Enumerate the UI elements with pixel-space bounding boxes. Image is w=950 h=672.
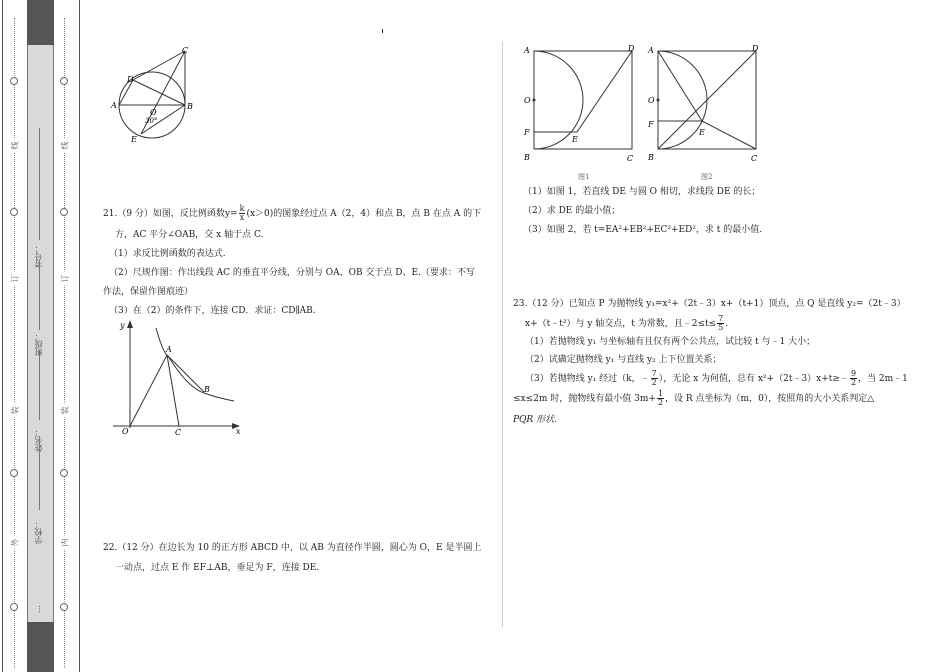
svg-text:A: A <box>111 101 117 110</box>
q23-sub3: （3）若抛物线 y₁ 经过（k，﹣ $\frac{7}{2}$ ），无论 x 为何值，总有 x²+（2t﹣3）x+t≥﹣ $\frac{9}{2}$ ，当 2m﹣1 <box>525 369 908 387</box>
q23-sub1: （1）若抛物线 y₁ 与坐标轴有且仅有两个公共点，试比较 t 与﹣1 大小； <box>525 337 816 347</box>
svg-text:B: B <box>187 102 193 111</box>
svg-text:B: B <box>524 153 530 162</box>
figure-q22-fig2 <box>644 43 769 183</box>
q21-stem: 21.（9 分）如图，反比例函数y= $\frac{k}{x}$ (x＞0)的图象经过点 A（2，4）和点 B，点 B 在点 A 的下 <box>103 204 482 222</box>
svg-text:O: O <box>648 96 655 105</box>
q22-stem: 22.（12 分）在边长为 10 的正方形 ABCD 中，以 AB 为直径作半圆，圆心为 O，E 是半圆上 <box>103 543 482 553</box>
binding-margin <box>0 0 80 672</box>
name-underline <box>39 440 40 510</box>
name-label: 姓名： <box>34 428 43 452</box>
fraction-9-2: $\frac{9}{2}$ <box>850 369 857 387</box>
school-label: 学校： <box>34 520 43 544</box>
class-label: 班级： <box>34 332 43 356</box>
dark-block-top <box>27 0 54 45</box>
svg-text:A: A <box>166 345 172 354</box>
svg-text:A: A <box>648 46 654 55</box>
svg-text:C: C <box>182 46 189 55</box>
svg-text:D: D <box>127 75 134 84</box>
q22-stem-line2: 一动点，过点 E 作 EF⊥AB，垂足为 F，连接 DE. <box>115 563 320 573</box>
svg-text:D: D <box>752 44 759 53</box>
q21-sub2: （2）尺规作图：作出线段 AC 的垂直平分线，分别与 OA、OB 交于点 D、E.（要求：不写 <box>109 268 475 278</box>
svg-text:30°: 30° <box>145 117 158 125</box>
q23-sub3-line3: PQR 形状. <box>513 415 557 425</box>
fraction-7-5: $\frac{7}{5}$ <box>718 314 724 332</box>
class-underline <box>39 350 40 420</box>
mark-bind-inner: 订 <box>60 272 71 286</box>
svg-text:B: B <box>648 153 654 162</box>
svg-text:C: C <box>175 428 182 437</box>
q21-sub1: （1）求反比例函数的表达式. <box>109 249 226 259</box>
figure-q21-hyperbola <box>108 318 248 438</box>
svg-text:F: F <box>648 120 654 129</box>
page-mark <box>382 29 383 33</box>
svg-text:y: y <box>120 321 125 330</box>
q21-stem-line2: 方，AC 平分∠OAB，交 x 轴于点 C. <box>115 230 264 240</box>
svg-text:D: D <box>628 44 635 53</box>
dark-block-bottom <box>27 622 54 672</box>
fraction-k-over-x: $\frac{k}{x}$ <box>239 204 245 222</box>
svg-text:F: F <box>524 128 530 137</box>
mark-install-outer: 装 <box>10 404 21 418</box>
q23-sub2: （2）试确定抛物线 y₁ 与直线 y₂ 上下位置关系； <box>525 355 722 365</box>
svg-text:C: C <box>627 154 634 163</box>
svg-text:E: E <box>699 128 705 137</box>
svg-text:图2: 图2 <box>701 173 713 181</box>
ellipsis: … <box>33 605 42 613</box>
fraction-1-2: $\frac{1}{2}$ <box>657 389 664 407</box>
svg-text:O: O <box>524 96 531 105</box>
q22-sub1: （1）如图 1，若直线 DE 与圆 O 相切，求线段 DE 的长； <box>523 187 761 197</box>
inner-cut-line <box>58 0 72 672</box>
q21-sub3: （3）在（2）的条件下，连接 CD．求证：CD∥AB. <box>109 306 316 316</box>
mark-outside: 外 <box>10 536 21 550</box>
mark-install-inner: 装 <box>60 404 71 418</box>
svg-text:x: x <box>236 427 241 436</box>
class-underline-top <box>39 260 40 330</box>
mark-line-inner: 线 <box>60 139 71 153</box>
svg-text:E: E <box>572 135 578 144</box>
svg-text:A: A <box>524 46 530 55</box>
q22-sub2: （2）求 DE 的最小值； <box>523 206 621 216</box>
figure-q20-circle <box>105 42 205 147</box>
question-22 <box>103 541 498 575</box>
svg-text:B: B <box>204 385 210 394</box>
exam-number-label: 考号： <box>34 244 43 268</box>
q23-stem: 23.（12 分）已知点 P 为抛物线 y₁=x²+（2t﹣3）x+（t+1）顶点，点 Q 是直线 y₂=（2t﹣3） <box>513 299 906 309</box>
column-divider <box>502 42 503 627</box>
q23-sub3-line2: ≤x≤2m 时，抛物线有最小值 3m+ $\frac{1}{2}$ ，设 R 点坐标为（m，0），按照角的大小关系判定△ <box>513 389 875 407</box>
svg-text:E: E <box>131 135 137 144</box>
fraction-7-2: $\frac{7}{2}$ <box>651 369 657 387</box>
q23-stem-line2: x+（t﹣t²）与 y 轴交点，t 为常数，且﹣2≤t≤ $\frac{7}{5}$ . <box>525 314 729 332</box>
figure-q22-fig1 <box>520 43 645 183</box>
svg-text:O: O <box>122 427 129 436</box>
mark-line-outer: 线 <box>10 139 21 153</box>
question-21 <box>103 205 498 318</box>
q21-sub2-line2: 作法，保留作图痕迹） <box>103 287 194 297</box>
svg-text:C: C <box>751 154 758 163</box>
q22-sub3: （3）如图 2，若 t=EA²+EB²+EC²+ED²，求 t 的最小值. <box>523 225 763 235</box>
mark-bind-outer: 订 <box>10 272 21 286</box>
svg-text:图1: 图1 <box>578 173 590 181</box>
svg-text:O: O <box>150 108 157 117</box>
exam-number-underline <box>39 128 40 240</box>
question-22-subparts <box>523 185 923 237</box>
outer-cut-line <box>8 0 22 672</box>
mark-inside: 内 <box>60 536 71 550</box>
question-23 <box>513 297 928 427</box>
